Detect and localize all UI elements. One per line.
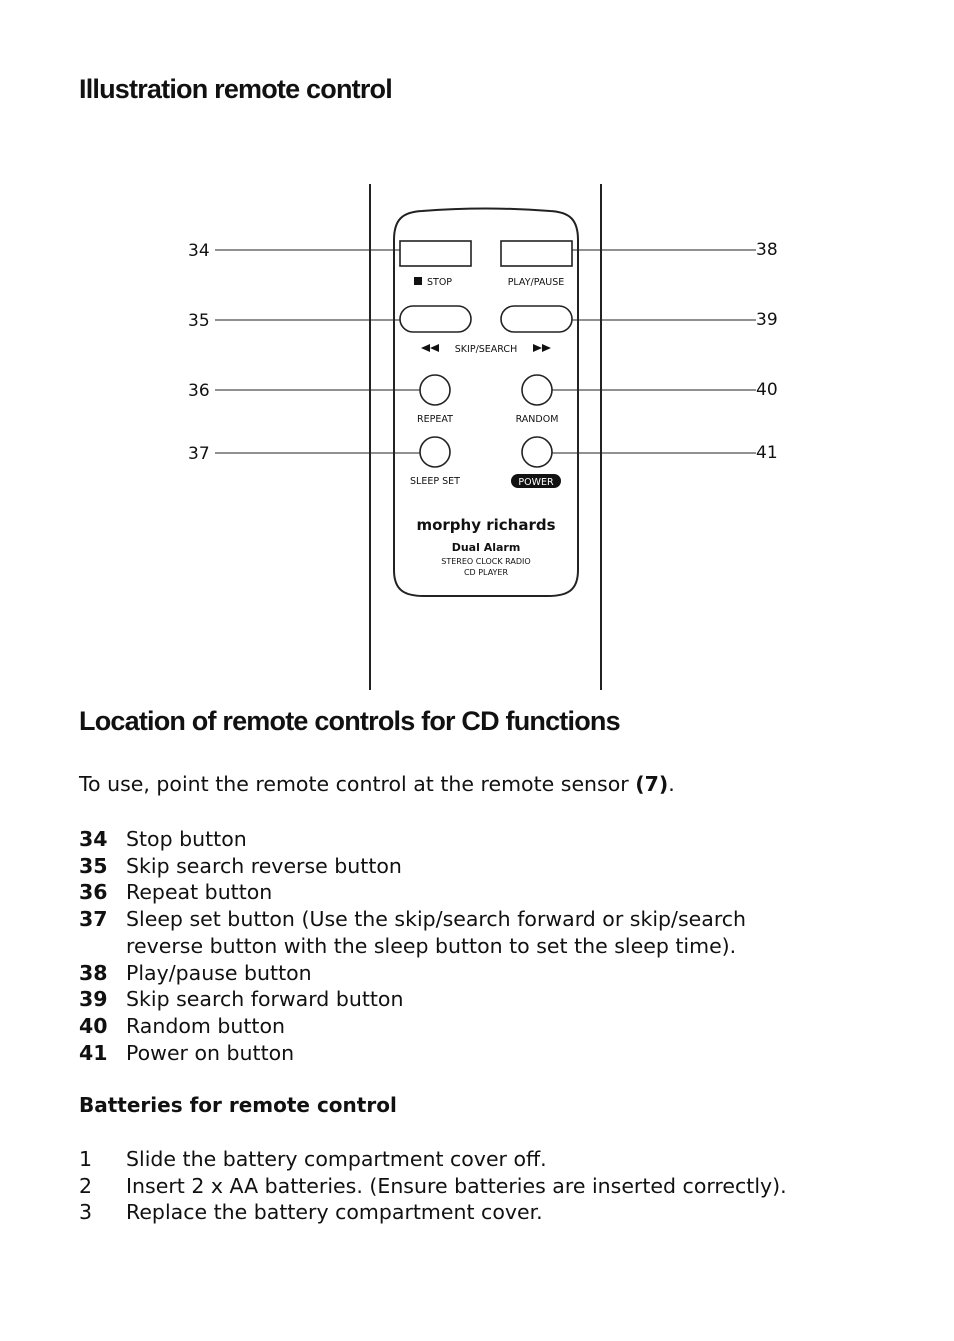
stop-square-icon (414, 277, 422, 285)
battery-steps-list (79, 1146, 826, 1226)
repeat-button-shape (420, 375, 450, 405)
callout-34: 34 (188, 241, 210, 261)
power-label: POWER (518, 477, 554, 488)
callout-38: 38 (756, 240, 778, 260)
repeat-label: REPEAT (417, 414, 453, 425)
intro-end: . (668, 772, 675, 796)
stop-button-shape (400, 241, 471, 266)
sleep-set-label: SLEEP SET (410, 476, 460, 487)
random-button-shape (522, 375, 552, 405)
item-text: Repeat button (126, 880, 273, 905)
list-item (79, 1040, 826, 1067)
step-text: Replace the battery compartment cover. (126, 1200, 543, 1225)
item-text: Play/pause button (126, 960, 312, 985)
intro-text: To use, point the remote control at the remote sensor (79, 772, 636, 796)
callout-35: 35 (188, 311, 210, 331)
skip-forward-button-shape (501, 306, 572, 332)
item-text: Skip search reverse button (126, 853, 402, 878)
item-number: 36 (79, 880, 108, 905)
skip-reverse-button-shape (400, 306, 471, 332)
item-text: Power on button (126, 1040, 295, 1065)
list-item (79, 1146, 826, 1173)
item-number: 40 (79, 1013, 108, 1038)
list-item (79, 879, 826, 906)
model-desc-2: CD PLAYER (463, 568, 509, 577)
stop-label: STOP (427, 277, 453, 288)
item-text: Stop button (126, 827, 247, 851)
list-item (79, 986, 826, 1013)
skip-search-label: SKIP/SEARCH (454, 344, 518, 355)
play-pause-label: PLAY/PAUSE (507, 277, 565, 288)
power-button-shape (522, 437, 552, 467)
intro-paragraph (79, 772, 675, 796)
play-pause-button-shape (501, 241, 572, 266)
list-item (79, 1173, 826, 1200)
callout-40: 40 (756, 380, 778, 400)
model-desc-1: STEREO CLOCK RADIO (441, 557, 531, 566)
controls-list (79, 826, 826, 1066)
item-text: Sleep set button (Use the skip/search forward or skip/search reverse button with the sleep button to set the sleep time). (126, 907, 747, 958)
callout-36: 36 (188, 381, 210, 401)
list-item (79, 826, 826, 853)
step-number: 1 (79, 1147, 93, 1171)
callout-39: 39 (756, 310, 778, 330)
callout-41: 41 (756, 443, 778, 463)
item-number: 38 (79, 960, 108, 985)
item-number: 37 (79, 907, 108, 932)
list-item (79, 906, 826, 959)
step-text: Insert 2 x AA batteries. (Ensure batteries are inserted correctly). (126, 1173, 787, 1198)
intro-ref: (7) (635, 772, 669, 796)
item-number: 34 (79, 827, 108, 851)
callout-37: 37 (188, 444, 210, 464)
item-text: Skip search forward button (126, 987, 404, 1012)
remote-control-diagram (0, 180, 954, 700)
list-item (79, 960, 826, 987)
item-text: Random button (126, 1013, 286, 1038)
model-name: Dual Alarm (451, 541, 521, 554)
item-number: 35 (79, 853, 108, 878)
page-title: Illustration remote control (79, 74, 392, 104)
item-number: 39 (79, 987, 108, 1012)
step-number: 3 (79, 1200, 93, 1225)
section-title: Location of remote controls for CD functions (79, 706, 620, 736)
item-number: 41 (79, 1040, 108, 1065)
brand-logo: morphy richards (416, 516, 556, 534)
list-item (79, 1199, 826, 1226)
list-item (79, 1013, 826, 1040)
list-item (79, 853, 826, 880)
batteries-heading: Batteries for remote control (79, 1093, 397, 1117)
step-number: 2 (79, 1173, 93, 1198)
step-text: Slide the battery compartment cover off. (126, 1147, 547, 1171)
random-label: RANDOM (515, 414, 559, 425)
sleep-set-button-shape (420, 437, 450, 467)
